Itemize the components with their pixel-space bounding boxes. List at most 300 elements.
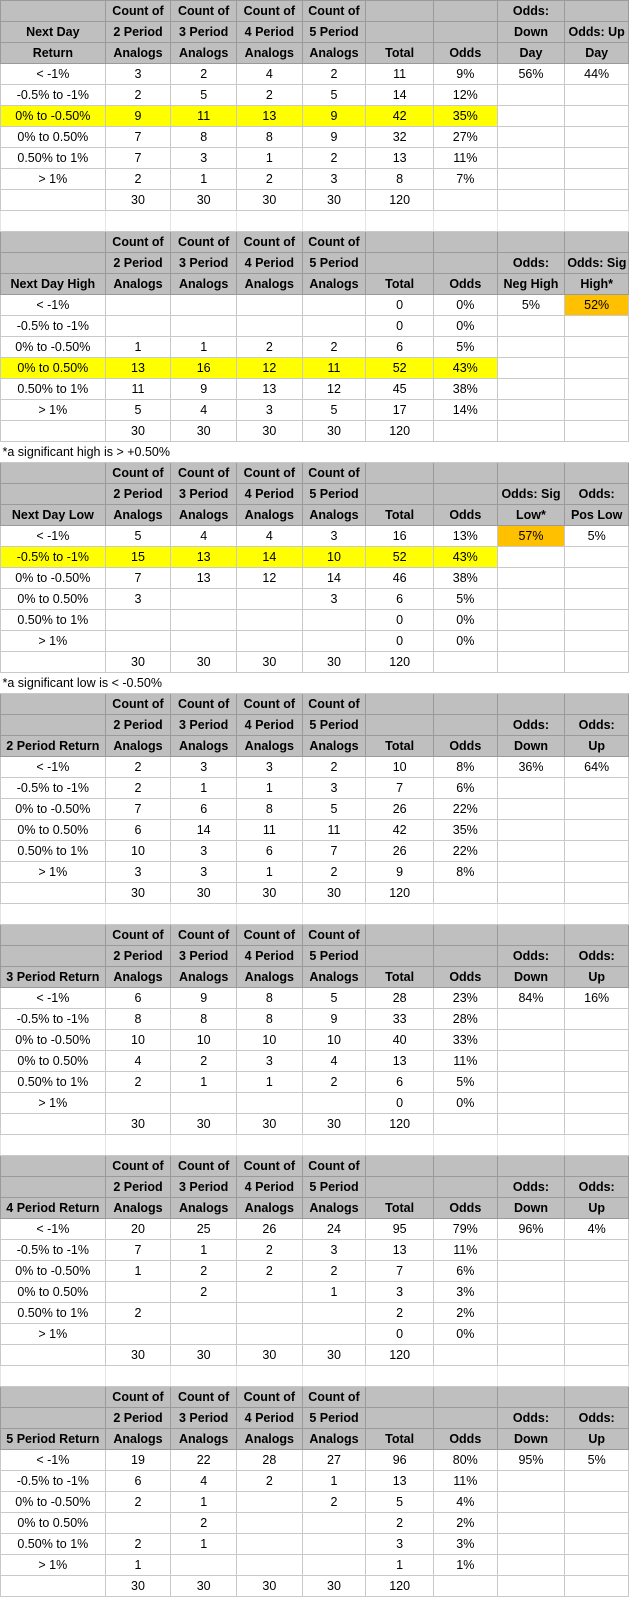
empty-cell[interactable]: [105, 1135, 171, 1156]
odds-extra-value-cell[interactable]: 96%: [497, 1219, 565, 1240]
empty-cell[interactable]: [497, 1240, 565, 1261]
empty-cell[interactable]: [366, 1135, 434, 1156]
range-label-cell[interactable]: 0.50% to 1%: [1, 841, 106, 862]
count-cell[interactable]: 4: [105, 1051, 171, 1072]
odds-extra-header-cell[interactable]: Up: [565, 967, 629, 988]
odds-extra-header-cell[interactable]: [565, 463, 629, 484]
sum-cell[interactable]: 30: [105, 652, 171, 673]
count-header-cell[interactable]: Analogs: [302, 736, 366, 757]
count-header-cell[interactable]: Analogs: [171, 1198, 237, 1219]
total-cell[interactable]: 14: [366, 85, 434, 106]
count-cell[interactable]: 8: [105, 1009, 171, 1030]
count-cell[interactable]: [237, 1282, 303, 1303]
odds-cell[interactable]: 35%: [434, 820, 498, 841]
sum-cell[interactable]: 30: [171, 652, 237, 673]
total-cell[interactable]: 0: [366, 1324, 434, 1345]
total-cell[interactable]: 46: [366, 568, 434, 589]
sum-cell[interactable]: 30: [237, 883, 303, 904]
range-label-cell[interactable]: -0.5% to -1%: [1, 1471, 106, 1492]
section-title-cell[interactable]: [1, 1387, 106, 1408]
empty-cell[interactable]: [565, 1303, 629, 1324]
total-cell[interactable]: 45: [366, 379, 434, 400]
empty-cell[interactable]: [434, 1576, 498, 1597]
count-cell[interactable]: 3: [302, 778, 366, 799]
odds-cell[interactable]: 11%: [434, 1240, 498, 1261]
total-cell[interactable]: 10: [366, 757, 434, 778]
sum-cell[interactable]: 30: [237, 421, 303, 442]
empty-cell[interactable]: [497, 1492, 565, 1513]
empty-cell[interactable]: [434, 1114, 498, 1135]
odds-header-cell[interactable]: [434, 1408, 498, 1429]
total-cell[interactable]: 2: [366, 1303, 434, 1324]
empty-cell[interactable]: [565, 1576, 629, 1597]
empty-cell[interactable]: [497, 652, 565, 673]
total-cell[interactable]: 26: [366, 799, 434, 820]
empty-cell[interactable]: [565, 904, 629, 925]
range-label-cell[interactable]: -0.5% to -1%: [1, 547, 106, 568]
range-label-cell[interactable]: 0% to 0.50%: [1, 1282, 106, 1303]
empty-cell[interactable]: [565, 610, 629, 631]
empty-cell[interactable]: [565, 820, 629, 841]
count-header-cell[interactable]: Count of: [105, 463, 171, 484]
count-cell[interactable]: 2: [171, 1051, 237, 1072]
sum-cell[interactable]: 30: [105, 883, 171, 904]
empty-cell[interactable]: [497, 589, 565, 610]
count-cell[interactable]: 3: [105, 589, 171, 610]
odds-extra-header-cell[interactable]: Odds: Sig: [497, 484, 565, 505]
total-header-cell[interactable]: [366, 715, 434, 736]
odds-extra-header-cell[interactable]: Odds:: [565, 1408, 629, 1429]
count-header-cell[interactable]: Analogs: [237, 736, 303, 757]
count-cell[interactable]: 1: [105, 337, 171, 358]
range-label-cell[interactable]: > 1%: [1, 862, 106, 883]
sum-cell[interactable]: 30: [105, 1345, 171, 1366]
odds-extra-value-cell[interactable]: 95%: [497, 1450, 565, 1471]
count-header-cell[interactable]: Count of: [302, 1, 366, 22]
count-cell[interactable]: 3: [237, 757, 303, 778]
sum-cell[interactable]: 30: [302, 190, 366, 211]
count-cell[interactable]: 1: [171, 1492, 237, 1513]
total-cell[interactable]: 13: [366, 1051, 434, 1072]
empty-cell[interactable]: [497, 1345, 565, 1366]
empty-cell[interactable]: [497, 1135, 565, 1156]
count-cell[interactable]: 3: [171, 757, 237, 778]
section-title-cell[interactable]: [1, 463, 106, 484]
count-cell[interactable]: [105, 1324, 171, 1345]
count-cell[interactable]: 8: [237, 799, 303, 820]
total-cell[interactable]: 6: [366, 589, 434, 610]
count-cell[interactable]: 2: [171, 64, 237, 85]
odds-header-cell[interactable]: [434, 22, 498, 43]
count-cell[interactable]: 2: [237, 1261, 303, 1282]
empty-cell[interactable]: [105, 904, 171, 925]
odds-cell[interactable]: 38%: [434, 568, 498, 589]
empty-cell[interactable]: [497, 169, 565, 190]
count-cell[interactable]: 1: [171, 337, 237, 358]
odds-cell[interactable]: 0%: [434, 610, 498, 631]
empty-cell[interactable]: [565, 127, 629, 148]
range-label-cell[interactable]: < -1%: [1, 295, 106, 316]
odds-header-cell[interactable]: [434, 715, 498, 736]
odds-extra-header-cell[interactable]: [565, 1387, 629, 1408]
total-cell[interactable]: 11: [366, 64, 434, 85]
odds-header-cell[interactable]: [434, 694, 498, 715]
count-cell[interactable]: 2: [302, 1261, 366, 1282]
count-cell[interactable]: [302, 631, 366, 652]
odds-extra-header-cell[interactable]: Odds:: [497, 253, 565, 274]
count-cell[interactable]: 10: [302, 1030, 366, 1051]
odds-header-cell[interactable]: [434, 925, 498, 946]
empty-cell[interactable]: [565, 1555, 629, 1576]
range-label-cell[interactable]: 0% to -0.50%: [1, 568, 106, 589]
odds-cell[interactable]: 12%: [434, 85, 498, 106]
sum-cell[interactable]: 30: [237, 1345, 303, 1366]
count-cell[interactable]: 10: [302, 547, 366, 568]
count-cell[interactable]: 28: [237, 1450, 303, 1471]
odds-extra-header-cell[interactable]: Down: [497, 1429, 565, 1450]
count-cell[interactable]: 5: [302, 988, 366, 1009]
odds-extra-value-cell[interactable]: 84%: [497, 988, 565, 1009]
sum-cell[interactable]: 30: [302, 883, 366, 904]
count-cell[interactable]: 4: [171, 526, 237, 547]
empty-cell[interactable]: [497, 379, 565, 400]
count-cell[interactable]: 1: [171, 169, 237, 190]
count-cell[interactable]: [171, 1555, 237, 1576]
empty-cell[interactable]: [565, 337, 629, 358]
count-cell[interactable]: [237, 589, 303, 610]
odds-extra-value-cell[interactable]: 5%: [565, 526, 629, 547]
count-cell[interactable]: [302, 316, 366, 337]
empty-cell[interactable]: [497, 148, 565, 169]
section-title-cell[interactable]: [1, 1177, 106, 1198]
count-cell[interactable]: 7: [105, 799, 171, 820]
odds-extra-header-cell[interactable]: [497, 925, 565, 946]
count-cell[interactable]: [171, 295, 237, 316]
count-cell[interactable]: 2: [302, 862, 366, 883]
count-header-cell[interactable]: Analogs: [105, 1198, 171, 1219]
empty-cell[interactable]: [434, 1366, 498, 1387]
total-cell[interactable]: 13: [366, 1471, 434, 1492]
range-label-cell[interactable]: 0.50% to 1%: [1, 1303, 106, 1324]
total-header-cell[interactable]: Total: [366, 505, 434, 526]
count-cell[interactable]: 14: [237, 547, 303, 568]
count-cell[interactable]: [237, 295, 303, 316]
empty-cell[interactable]: [565, 316, 629, 337]
range-label-cell[interactable]: > 1%: [1, 1555, 106, 1576]
odds-cell[interactable]: 9%: [434, 64, 498, 85]
odds-extra-value-cell[interactable]: 4%: [565, 1219, 629, 1240]
count-cell[interactable]: 1: [171, 778, 237, 799]
count-cell[interactable]: [171, 631, 237, 652]
empty-cell[interactable]: [302, 1366, 366, 1387]
count-cell[interactable]: 2: [237, 85, 303, 106]
range-label-cell[interactable]: 0% to 0.50%: [1, 1051, 106, 1072]
total-cell[interactable]: 0: [366, 295, 434, 316]
empty-cell[interactable]: [565, 568, 629, 589]
sum-cell[interactable]: 120: [366, 652, 434, 673]
count-cell[interactable]: 3: [237, 400, 303, 421]
odds-cell[interactable]: 5%: [434, 337, 498, 358]
section-title-cell[interactable]: [1, 946, 106, 967]
count-header-cell[interactable]: 4 Period: [237, 715, 303, 736]
count-cell[interactable]: [171, 316, 237, 337]
count-header-cell[interactable]: 5 Period: [302, 22, 366, 43]
odds-cell[interactable]: 2%: [434, 1513, 498, 1534]
section-title-cell[interactable]: Next Day Low: [1, 505, 106, 526]
empty-cell[interactable]: [497, 841, 565, 862]
count-cell[interactable]: 2: [105, 1072, 171, 1093]
sum-cell[interactable]: 30: [302, 652, 366, 673]
count-header-cell[interactable]: Count of: [237, 925, 303, 946]
sum-cell[interactable]: 30: [302, 421, 366, 442]
odds-extra-header-cell[interactable]: [497, 1156, 565, 1177]
range-label-cell[interactable]: 0% to -0.50%: [1, 1030, 106, 1051]
odds-extra-header-cell[interactable]: Odds: Up: [565, 22, 629, 43]
sum-cell[interactable]: 30: [302, 1114, 366, 1135]
count-cell[interactable]: 2: [105, 85, 171, 106]
odds-extra-header-cell[interactable]: Neg High: [497, 274, 565, 295]
count-header-cell[interactable]: Count of: [171, 463, 237, 484]
count-cell[interactable]: 2: [105, 757, 171, 778]
odds-extra-header-cell[interactable]: [565, 694, 629, 715]
total-header-cell[interactable]: [366, 463, 434, 484]
odds-cell[interactable]: 23%: [434, 988, 498, 1009]
count-cell[interactable]: 6: [105, 820, 171, 841]
count-cell[interactable]: 7: [105, 148, 171, 169]
range-label-cell[interactable]: < -1%: [1, 988, 106, 1009]
odds-cell[interactable]: 43%: [434, 547, 498, 568]
odds-extra-header-cell[interactable]: Odds:: [497, 946, 565, 967]
empty-cell[interactable]: [497, 106, 565, 127]
range-label-cell[interactable]: 0% to 0.50%: [1, 127, 106, 148]
total-cell[interactable]: 96: [366, 1450, 434, 1471]
empty-cell[interactable]: [497, 778, 565, 799]
empty-cell[interactable]: [497, 400, 565, 421]
empty-cell[interactable]: [434, 883, 498, 904]
count-header-cell[interactable]: Count of: [171, 925, 237, 946]
count-header-cell[interactable]: Count of: [237, 463, 303, 484]
total-cell[interactable]: 9: [366, 862, 434, 883]
count-header-cell[interactable]: Analogs: [237, 967, 303, 988]
count-cell[interactable]: 7: [302, 841, 366, 862]
count-cell[interactable]: 3: [171, 862, 237, 883]
odds-header-cell[interactable]: [434, 1156, 498, 1177]
odds-cell[interactable]: 6%: [434, 1261, 498, 1282]
odds-cell[interactable]: 27%: [434, 127, 498, 148]
total-header-cell[interactable]: Total: [366, 736, 434, 757]
count-cell[interactable]: 9: [302, 106, 366, 127]
count-cell[interactable]: 11: [171, 106, 237, 127]
total-header-cell[interactable]: [366, 1, 434, 22]
count-cell[interactable]: [105, 1513, 171, 1534]
count-header-cell[interactable]: Count of: [171, 232, 237, 253]
empty-cell[interactable]: [497, 547, 565, 568]
count-cell[interactable]: [237, 1513, 303, 1534]
count-cell[interactable]: 10: [171, 1030, 237, 1051]
empty-cell[interactable]: [565, 1471, 629, 1492]
empty-cell[interactable]: [434, 904, 498, 925]
empty-cell[interactable]: [497, 820, 565, 841]
empty-cell[interactable]: [497, 610, 565, 631]
odds-cell[interactable]: 11%: [434, 148, 498, 169]
odds-extra-header-cell[interactable]: Odds:: [565, 946, 629, 967]
range-label-cell[interactable]: 0% to 0.50%: [1, 1513, 106, 1534]
count-cell[interactable]: 1: [171, 1240, 237, 1261]
odds-extra-header-cell[interactable]: Odds:: [497, 1, 565, 22]
count-header-cell[interactable]: Analogs: [302, 505, 366, 526]
odds-extra-value-cell[interactable]: 64%: [565, 757, 629, 778]
section-title-cell[interactable]: [1, 1408, 106, 1429]
count-cell[interactable]: [302, 1555, 366, 1576]
count-header-cell[interactable]: 3 Period: [171, 946, 237, 967]
empty-cell[interactable]: [497, 337, 565, 358]
odds-cell[interactable]: 22%: [434, 841, 498, 862]
count-header-cell[interactable]: Analogs: [237, 1429, 303, 1450]
empty-cell[interactable]: [1, 1366, 106, 1387]
odds-extra-header-cell[interactable]: Odds:: [565, 1177, 629, 1198]
count-cell[interactable]: 9: [105, 106, 171, 127]
empty-cell[interactable]: [565, 1030, 629, 1051]
odds-extra-header-cell[interactable]: High*: [565, 274, 629, 295]
count-cell[interactable]: 13: [105, 358, 171, 379]
empty-cell[interactable]: [497, 358, 565, 379]
sum-cell[interactable]: 120: [366, 1114, 434, 1135]
count-cell[interactable]: 1: [302, 1471, 366, 1492]
section-title-cell[interactable]: 5 Period Return: [1, 1429, 106, 1450]
count-cell[interactable]: 25: [171, 1219, 237, 1240]
empty-cell[interactable]: [565, 1366, 629, 1387]
empty-cell[interactable]: [565, 631, 629, 652]
odds-cell[interactable]: 0%: [434, 316, 498, 337]
sum-cell[interactable]: 30: [105, 1114, 171, 1135]
empty-cell[interactable]: [497, 1324, 565, 1345]
count-cell[interactable]: 1: [171, 1072, 237, 1093]
total-cell[interactable]: 13: [366, 1240, 434, 1261]
odds-extra-header-cell[interactable]: Down: [497, 967, 565, 988]
empty-cell[interactable]: [497, 127, 565, 148]
count-cell[interactable]: 9: [302, 127, 366, 148]
count-cell[interactable]: 13: [237, 106, 303, 127]
total-cell[interactable]: 32: [366, 127, 434, 148]
empty-cell[interactable]: [434, 1345, 498, 1366]
count-cell[interactable]: [302, 1513, 366, 1534]
count-cell[interactable]: [171, 1324, 237, 1345]
empty-cell[interactable]: [565, 85, 629, 106]
odds-header-cell[interactable]: Odds: [434, 967, 498, 988]
count-header-cell[interactable]: Count of: [302, 694, 366, 715]
total-cell[interactable]: 13: [366, 148, 434, 169]
total-cell[interactable]: 0: [366, 316, 434, 337]
odds-extra-header-cell[interactable]: Pos Low: [565, 505, 629, 526]
count-cell[interactable]: 3: [171, 841, 237, 862]
count-header-cell[interactable]: 5 Period: [302, 946, 366, 967]
odds-cell[interactable]: 5%: [434, 1072, 498, 1093]
empty-cell[interactable]: [497, 1303, 565, 1324]
count-header-cell[interactable]: Count of: [105, 1156, 171, 1177]
empty-cell[interactable]: [565, 211, 629, 232]
total-header-cell[interactable]: Total: [366, 43, 434, 64]
count-header-cell[interactable]: 2 Period: [105, 715, 171, 736]
range-label-cell[interactable]: -0.5% to -1%: [1, 316, 106, 337]
empty-cell[interactable]: [302, 904, 366, 925]
odds-extra-header-cell[interactable]: [565, 1, 629, 22]
range-label-cell[interactable]: > 1%: [1, 1324, 106, 1345]
odds-cell[interactable]: 4%: [434, 1492, 498, 1513]
total-cell[interactable]: 33: [366, 1009, 434, 1030]
total-cell[interactable]: 26: [366, 841, 434, 862]
total-cell[interactable]: 42: [366, 106, 434, 127]
count-cell[interactable]: 2: [302, 64, 366, 85]
count-cell[interactable]: 3: [302, 589, 366, 610]
empty-cell[interactable]: [237, 904, 303, 925]
empty-cell[interactable]: [565, 1051, 629, 1072]
odds-header-cell[interactable]: [434, 463, 498, 484]
total-header-cell[interactable]: Total: [366, 967, 434, 988]
sum-cell[interactable]: 30: [302, 1576, 366, 1597]
count-header-cell[interactable]: Analogs: [105, 1429, 171, 1450]
count-cell[interactable]: [237, 1534, 303, 1555]
count-cell[interactable]: 8: [171, 127, 237, 148]
count-cell[interactable]: 6: [237, 841, 303, 862]
odds-cell[interactable]: 2%: [434, 1303, 498, 1324]
count-cell[interactable]: 10: [105, 1030, 171, 1051]
sum-cell[interactable]: 120: [366, 1345, 434, 1366]
count-cell[interactable]: 7: [105, 127, 171, 148]
total-header-cell[interactable]: [366, 484, 434, 505]
empty-cell[interactable]: [565, 1534, 629, 1555]
empty-cell[interactable]: [565, 1093, 629, 1114]
count-cell[interactable]: [171, 1303, 237, 1324]
odds-cell[interactable]: 11%: [434, 1471, 498, 1492]
count-cell[interactable]: 13: [171, 568, 237, 589]
odds-header-cell[interactable]: Odds: [434, 1198, 498, 1219]
total-cell[interactable]: 0: [366, 1093, 434, 1114]
odds-cell[interactable]: 13%: [434, 526, 498, 547]
count-header-cell[interactable]: Analogs: [105, 43, 171, 64]
empty-cell[interactable]: [366, 904, 434, 925]
range-label-cell[interactable]: < -1%: [1, 1450, 106, 1471]
odds-extra-header-cell[interactable]: Odds:: [565, 715, 629, 736]
empty-cell[interactable]: [565, 148, 629, 169]
empty-cell[interactable]: [497, 85, 565, 106]
odds-extra-header-cell[interactable]: Day: [565, 43, 629, 64]
empty-cell[interactable]: [565, 1513, 629, 1534]
sum-cell[interactable]: 30: [237, 652, 303, 673]
odds-extra-header-cell[interactable]: Odds: Sig: [565, 253, 629, 274]
total-cell[interactable]: 52: [366, 358, 434, 379]
count-cell[interactable]: 4: [171, 400, 237, 421]
count-header-cell[interactable]: 3 Period: [171, 484, 237, 505]
total-header-cell[interactable]: [366, 925, 434, 946]
count-cell[interactable]: [171, 1093, 237, 1114]
odds-cell[interactable]: 80%: [434, 1450, 498, 1471]
empty-cell[interactable]: [565, 1282, 629, 1303]
count-header-cell[interactable]: Count of: [302, 925, 366, 946]
count-cell[interactable]: [237, 1093, 303, 1114]
count-cell[interactable]: 1: [237, 778, 303, 799]
section-title-cell[interactable]: [1, 1, 106, 22]
empty-cell[interactable]: [565, 883, 629, 904]
count-cell[interactable]: [237, 1303, 303, 1324]
total-cell[interactable]: 3: [366, 1282, 434, 1303]
count-cell[interactable]: 1: [105, 1555, 171, 1576]
count-cell[interactable]: 15: [105, 547, 171, 568]
count-cell[interactable]: 26: [237, 1219, 303, 1240]
range-label-cell[interactable]: 0% to 0.50%: [1, 820, 106, 841]
empty-cell[interactable]: [1, 211, 106, 232]
odds-cell[interactable]: 0%: [434, 1324, 498, 1345]
count-header-cell[interactable]: Analogs: [302, 967, 366, 988]
